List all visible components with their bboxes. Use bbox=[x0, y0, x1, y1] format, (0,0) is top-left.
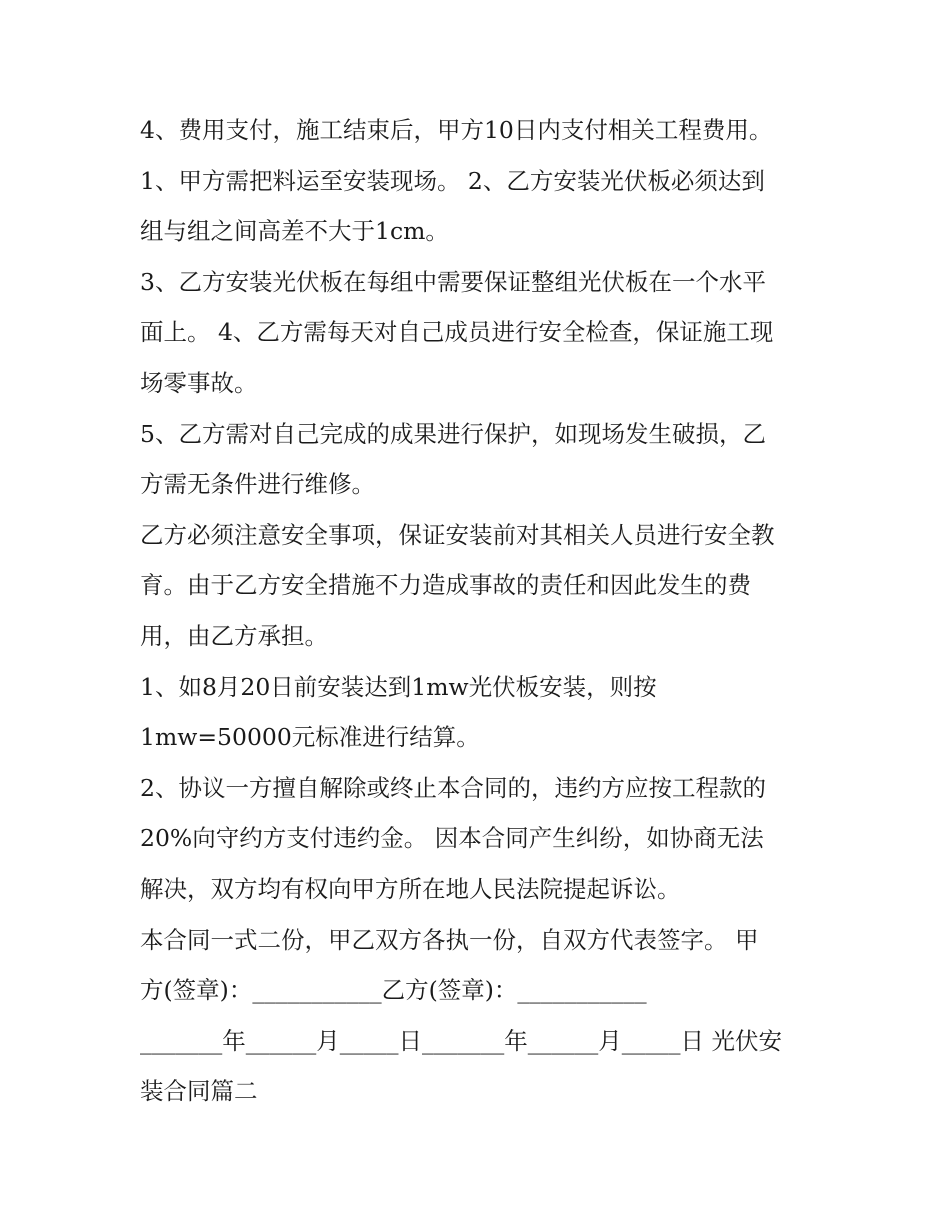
text-line-3: 组与组之间高差不大于1cm。 bbox=[140, 217, 449, 245]
text-line-2: 1、甲方需把料运至安装现场。 2、乙方安装光伏板必须达到 bbox=[140, 167, 765, 195]
text-line-9: 乙方必须注意安全事项，保证安装前对其相关人员进行安全教 bbox=[140, 521, 775, 549]
text-line-6: 场零事故。 bbox=[140, 369, 258, 397]
text-line-12: 1、如8月20日前安装达到1mw光伏板安装，则按 bbox=[140, 673, 657, 701]
text-line-8: 方需无条件进行维修。 bbox=[140, 470, 375, 498]
text-line-15: 20%向守约方支付违约金。 因本合同产生纠纷，如协商无法 bbox=[140, 824, 764, 852]
text-line-17: 本合同一式二份，甲乙双方各执一份，自双方代表签字。 甲 bbox=[140, 926, 759, 954]
text-line-13: 1mw=50000元标准进行结算。 bbox=[140, 723, 480, 751]
text-line-16: 解决，双方均有权向甲方所在地人民法院提起诉讼。 bbox=[140, 875, 681, 903]
text-line-20: 装合同篇二 bbox=[140, 1077, 258, 1105]
text-line-18: 方(签章)：___________乙方(签章)：___________ bbox=[140, 976, 647, 1004]
text-line-10: 育。由于乙方安全措施不力造成事故的责任和因此发生的费 bbox=[140, 571, 751, 599]
text-line-1: 4、费用支付，施工结束后，甲方10日内支付相关工程费用。 bbox=[140, 116, 773, 144]
text-line-11: 用，由乙方承担。 bbox=[140, 622, 328, 650]
text-line-19: _______年______月_____日_______年______月_____日 光伏安 bbox=[140, 1027, 782, 1055]
text-line-5: 面上。 4、乙方需每天对自己成员进行安全检查，保证施工现 bbox=[140, 318, 774, 346]
text-line-7: 5、乙方需对自己完成的成果进行保护，如现场发生破损，乙 bbox=[140, 420, 766, 448]
text-line-14: 2、协议一方擅自解除或终止本合同的，违约方应按工程款的 bbox=[140, 774, 766, 802]
text-line-4: 3、乙方安装光伏板在每组中需要保证整组光伏板在一个水平 bbox=[140, 268, 766, 296]
